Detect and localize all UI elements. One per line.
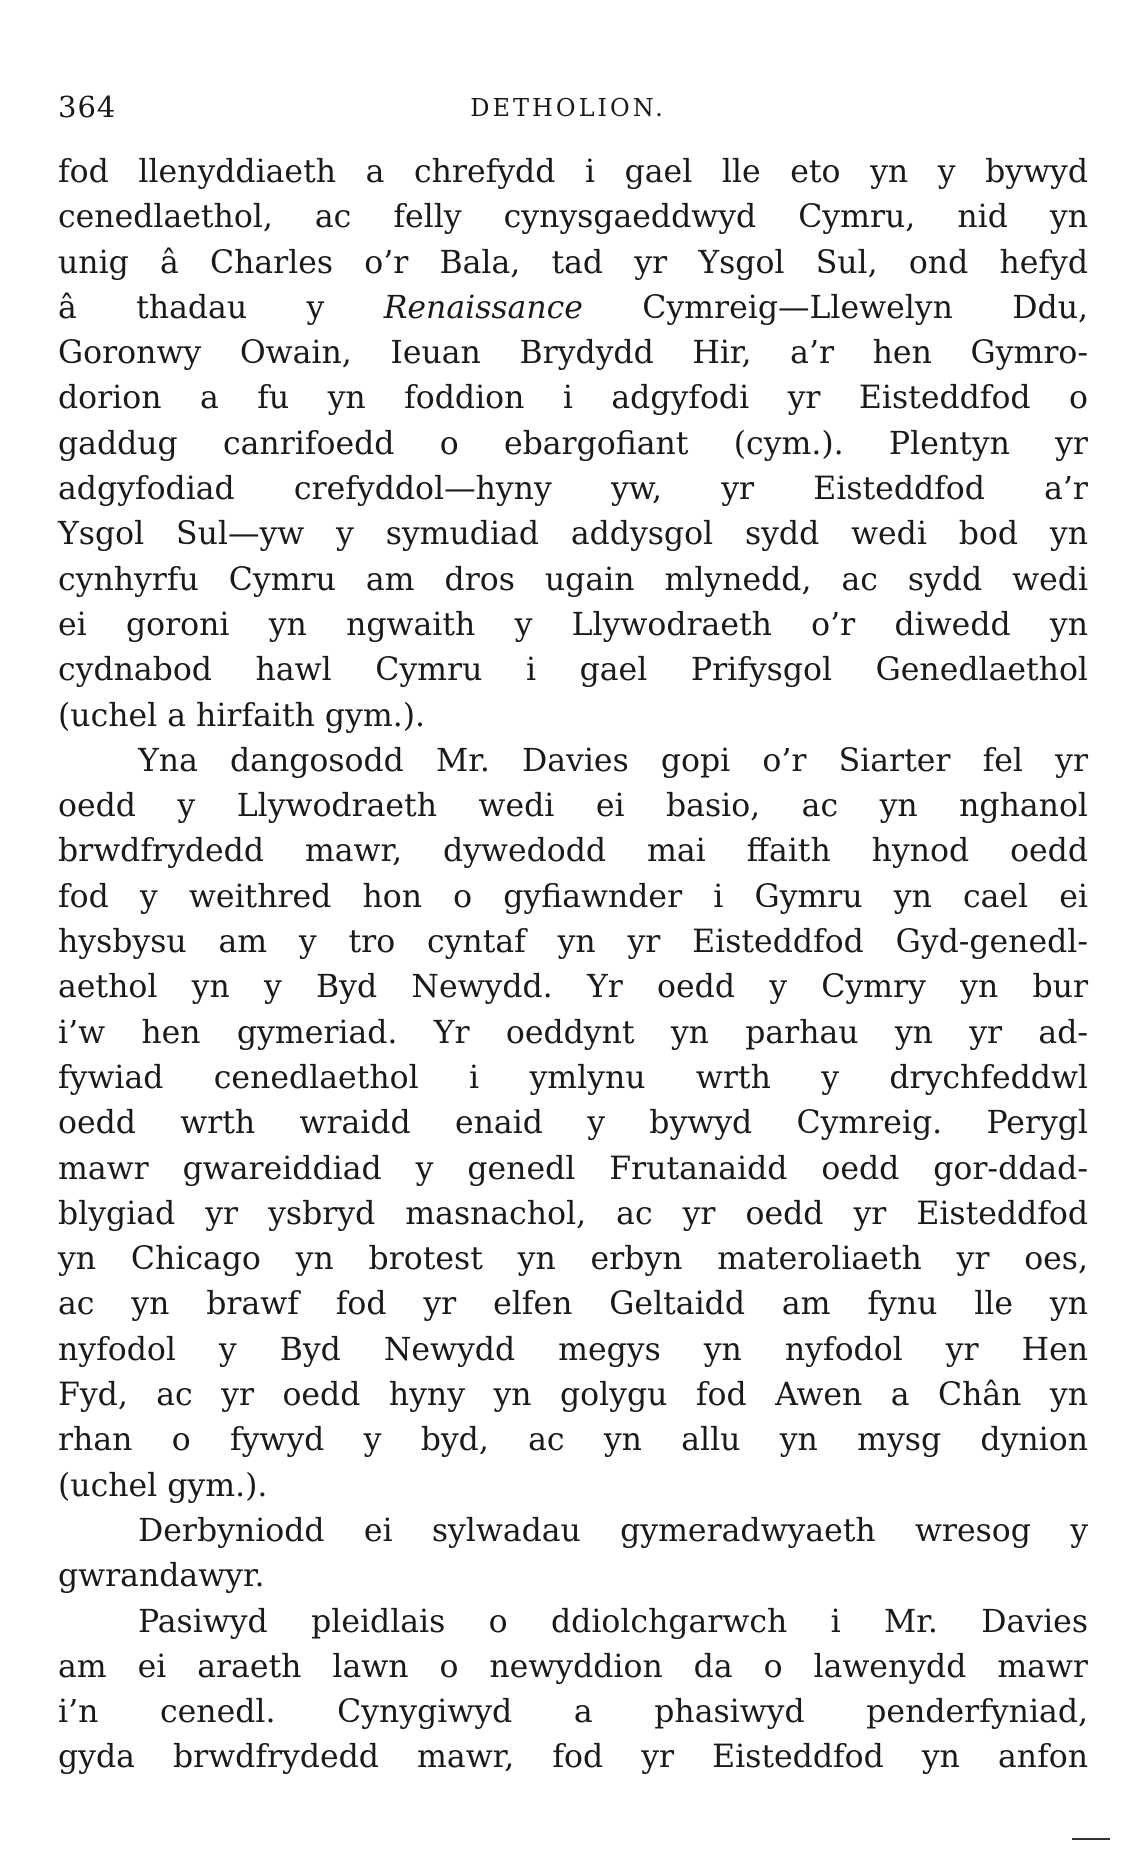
text-line: am ei araeth lawn o newyddion da o lawenydd mawr [58, 1648, 1088, 1685]
text-line: cenedlaethol, ac felly cynysgaeddwyd Cymru, nid yn [58, 199, 1088, 236]
text-line: cydnabod hawl Cymru i gael Prifysgol Genedlaethol [58, 652, 1088, 689]
text-line: Fyd, ac yr oedd hyny yn golygu fod Awen a Chân yn [58, 1377, 1088, 1414]
text-line: ei goroni yn ngwaith y Llywodraeth o’r diwedd yn [58, 606, 1088, 643]
text-line: Goronwy Owain, Ieuan Brydydd Hir, a’r hen Gymro- [58, 335, 1088, 372]
text-line: oedd wrth wraidd enaid y bywyd Cymreig. Perygl [58, 1105, 1088, 1142]
page-number: 364 [58, 90, 117, 124]
text-line: Ysgol Sul—yw y symudiad addysgol sydd wedi bod yn [58, 516, 1088, 553]
text-line: aethol yn y Byd Newydd. Yr oedd y Cymry yn bur [58, 969, 1088, 1006]
text-line: unig â Charles o’r Bala, tad yr Ysgol Sul, ond hefyd [58, 244, 1088, 281]
text-line: Pasiwyd pleidlais o ddiolchgarwch i Mr. Davies [138, 1603, 1088, 1640]
text-line: cynhyrfu Cymru am dros ugain mlynedd, ac sydd wedi [58, 561, 1088, 598]
text-line: (uchel a hirfaith gym.). [58, 697, 426, 734]
text-line: gwrandawyr. [58, 1558, 265, 1595]
text-line: mawr gwareiddiad y genedl Frutanaidd oedd gor-ddad- [58, 1150, 1088, 1187]
running-title: DETHOLION. [470, 94, 666, 122]
text-line: dorion a fu yn foddion i adgyfodi yr Eisteddfod o [58, 380, 1088, 417]
text-line: fod llenyddiaeth a chrefydd i gael lle eto yn y bywyd [58, 154, 1088, 190]
text-line: i’n cenedl. Cynygiwyd a phasiwyd penderfyniad, [58, 1694, 1088, 1731]
text-line: fywiad cenedlaethol i ymlynu wrth y drychfeddwl [58, 1059, 1088, 1096]
text-line: brwdfrydedd mawr, dywedodd mai ffaith hynod oedd [58, 833, 1088, 870]
text-line: oedd y Llywodraeth wedi ei basio, ac yn nghanol [58, 788, 1088, 825]
running-head [58, 90, 1078, 130]
body-text [58, 150, 1088, 1781]
text-line: i’w hen gymeriad. Yr oeddynt yn parhau yn yr ad- [58, 1014, 1088, 1051]
text-segment: â thadau y [58, 289, 325, 326]
text-line: hysbysu am y tro cyntaf yn yr Eisteddfod Gyd-genedl- [58, 924, 1088, 961]
page-edge-mark [1072, 1838, 1110, 1840]
text-line: ac yn brawf fod yr elfen Geltaidd am fynu lle yn [58, 1286, 1088, 1323]
text-line: Yna dangosodd Mr. Davies gopi o’r Siarter fel yr [138, 742, 1088, 779]
text-line: fod y weithred hon o gyfiawnder i Gymru yn cael ei [58, 878, 1088, 915]
text-line: blygiad yr ysbryd masnachol, ac yr oedd yr Eisteddfod [58, 1195, 1088, 1232]
text-segment: Cymreig—Llewelyn Ddu, [642, 289, 1088, 326]
text-line: gyda brwdfrydedd mawr, fod yr Eisteddfod yn anfon [58, 1739, 1088, 1776]
text-line: Derbyniodd ei sylwadau gymeradwyaeth wresog y [138, 1512, 1088, 1549]
text-line: (uchel gym.). [58, 1467, 268, 1504]
text-line: rhan o fywyd y byd, ac yn allu yn mysg dynion [58, 1422, 1088, 1459]
text-line: yn Chicago yn brotest yn erbyn materoliaeth yr oes, [58, 1241, 1088, 1278]
text-line: adgyfodiad crefyddol—hyny yw, yr Eisteddfod a’r [58, 471, 1088, 508]
text-line: gaddug canrifoedd o ebargofiant (cym.). Plentyn yr [58, 425, 1088, 462]
italic-term: Renaissance [383, 289, 583, 326]
text-line: nyfodol y Byd Newydd megys yn nyfodol yr Hen [58, 1331, 1088, 1368]
text-line [58, 286, 1088, 331]
